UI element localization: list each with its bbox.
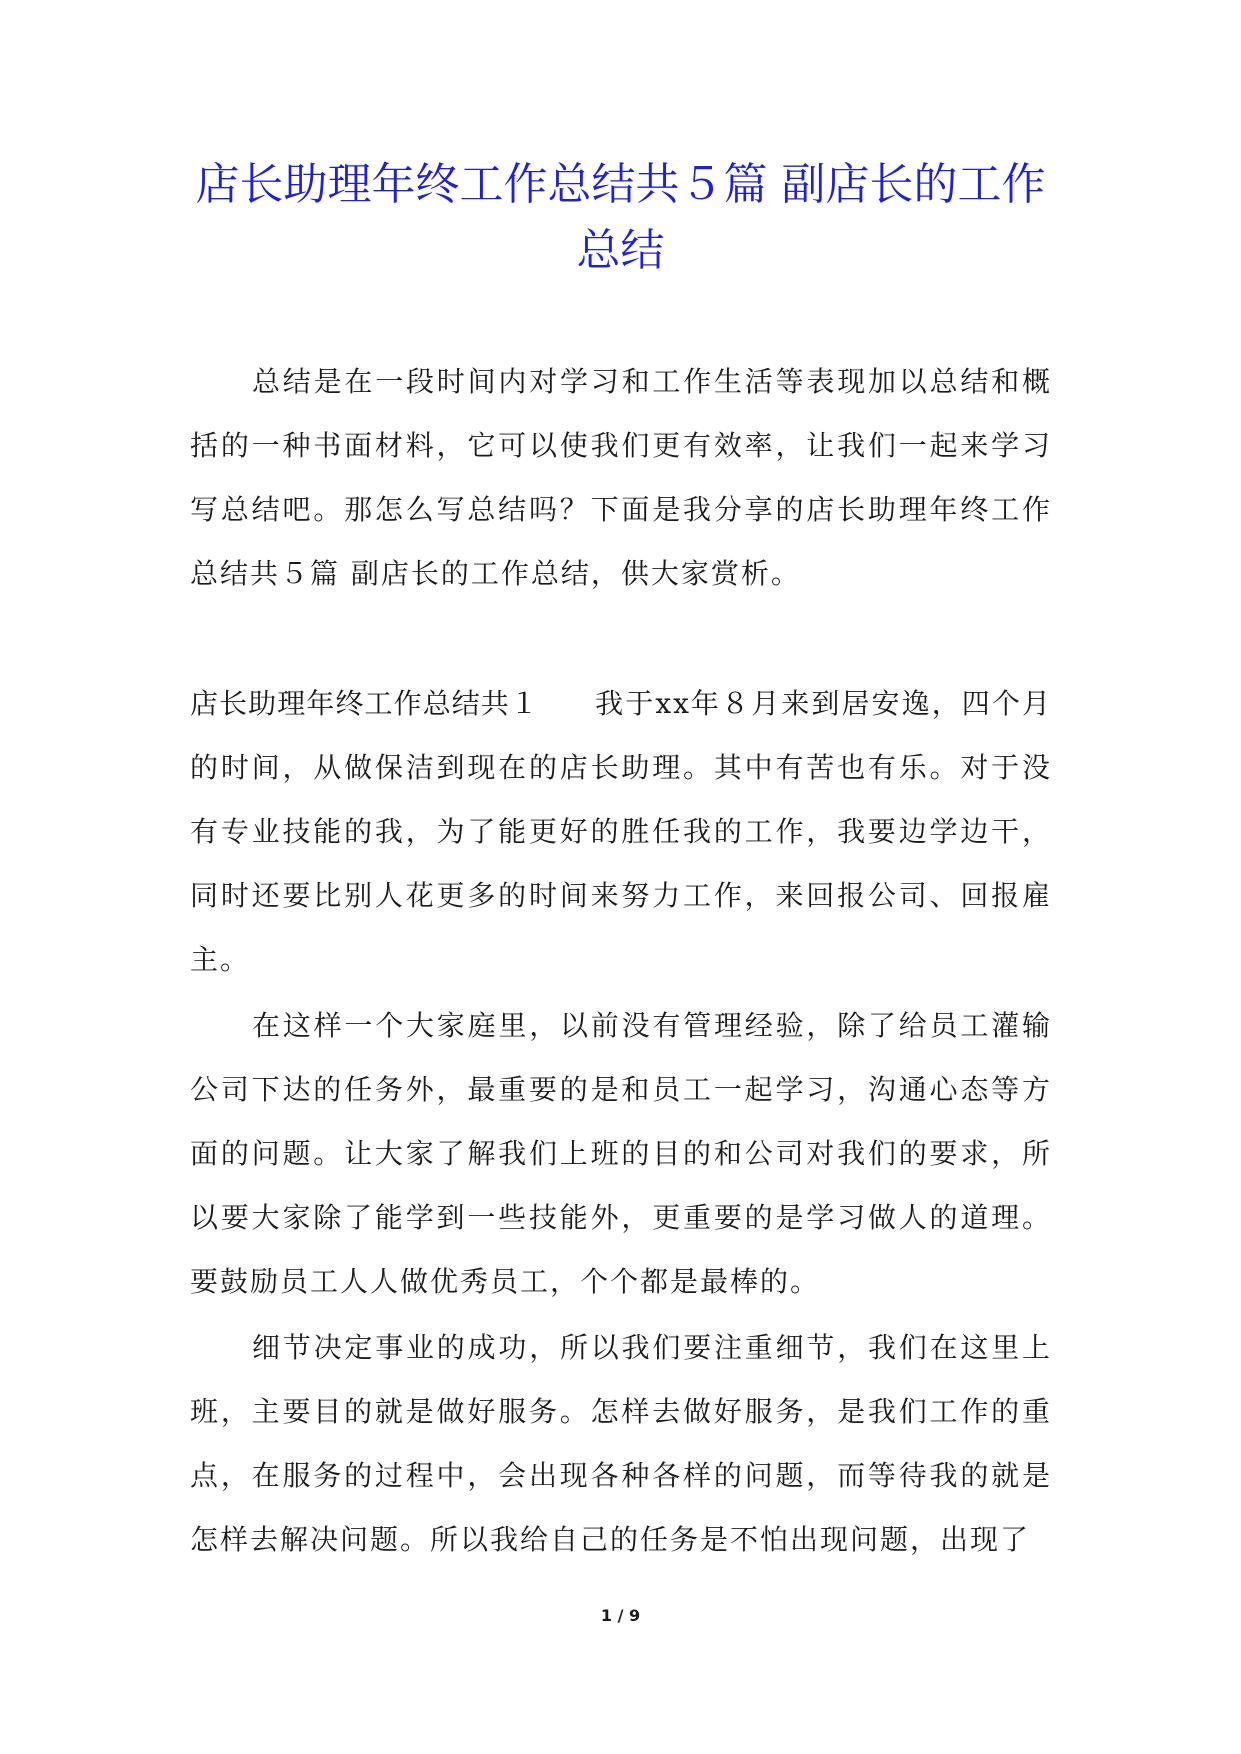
- page-number: 1 / 9: [600, 1606, 641, 1625]
- section-title: 店长助理年终工作总结共１: [190, 687, 540, 720]
- section-1-paragraph: [190, 672, 1052, 992]
- paragraph-3: 细节决定事业的成功，所以我们要注重细节，我们在这里上班，主要目的就是做好服务。怎样去做好服务，是我们工作的重点，在服务的过程中，会出现各种各样的问题，而等待我的就是怎样去解决问题。所以我给自己的任务是不怕出现问题，出现了: [190, 1331, 1052, 1556]
- section-1-text: 我于xx年８月来到居安逸，四个月的时间，从做保洁到现在的店长助理。其中有苦也有乐。对于没有专业技能的我，为了能更好的胜任我的工作，我要边学边干，同时还要比别人花更多的时间来努力工作，来回报公司、回报雇主。: [190, 687, 1052, 976]
- paragraph-2: 在这样一个大家庭里，以前没有管理经验，除了给员工灌输公司下达的任务外，最重要的是和员工一起学习，沟通心态等方面的问题。让大家了解我们上班的目的和公司对我们的要求，所以要大家除了能学到一些技能外，更重要的是学习做人的道理。要鼓励员工人人做优秀员工，个个都是最棒的。: [190, 1009, 1052, 1298]
- intro-paragraph: 总结是在一段时间内对学习和工作生活等表现加以总结和概括的一种书面材料，它可以使我们更有效率，让我们一起来学习写总结吧。那怎么写总结吗？下面是我分享的店长助理年终工作总结共５篇 副店长的工作总结，供大家赏析。: [190, 365, 1052, 590]
- document-title: 店长助理年终工作总结共５篇 副店长的工作总结: [195, 159, 1046, 276]
